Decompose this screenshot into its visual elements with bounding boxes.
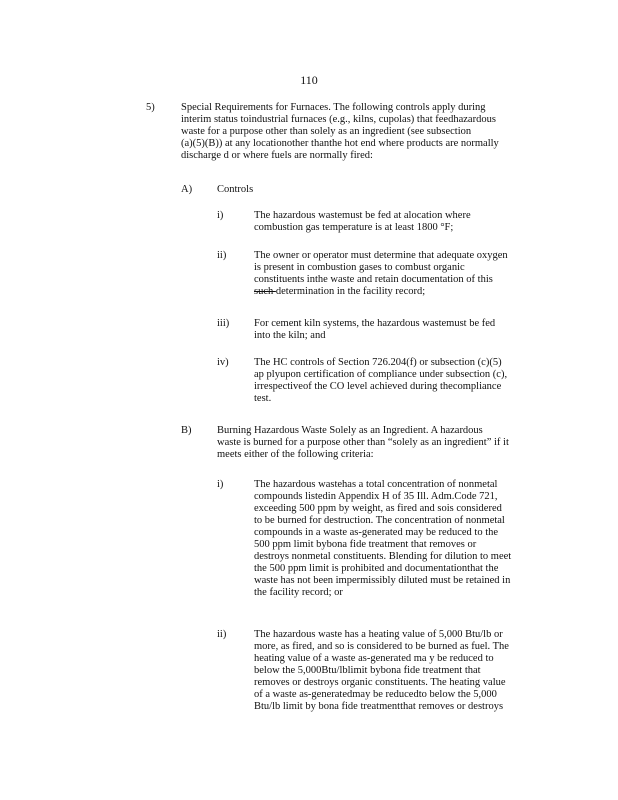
text-line: waste is burned for a purpose other than “solely as an ingredient” if it: [217, 437, 509, 448]
text-line: combustion gas temperature is at least 1800 °F;: [254, 222, 454, 233]
text-line: interim status toindustrial furnaces (e.g., kilns, cupolas) that feedhazardous: [181, 114, 496, 125]
text-line: the facility record; or: [254, 587, 343, 598]
text-line: exceeding 500 ppm by weight, as fired and sois considered: [254, 503, 502, 514]
text-line: meets either of the following criteria:: [217, 449, 374, 460]
subitem-number: iv): [217, 357, 229, 368]
text-line: The hazardous wastemust be fed at alocation where: [254, 210, 471, 221]
text-line: is present in combustion gases to combust organic: [254, 262, 465, 273]
text-line: (a)(5)(B)) at any locationother thanthe hot end where products are normally: [181, 138, 499, 149]
text-line: The owner or operator must determine that adequate oxygen: [254, 250, 508, 261]
text-line: removes or destroys organic constituents. The heating value: [254, 677, 506, 688]
text-line: waste has not been impermissibly diluted must be retained in: [254, 575, 511, 586]
subitem-text: [254, 629, 545, 713]
text-line: The HC controls of Section 726.204(f) or subsection (c)(5): [254, 357, 502, 368]
subitem-text: [254, 210, 534, 234]
item-number: 5): [146, 102, 155, 113]
item-5-text: [181, 102, 533, 162]
text-line: test.: [254, 393, 272, 404]
page-number: 110: [300, 73, 318, 87]
text-line: waste for a purpose other than solely as an ingredient (see subsection: [181, 126, 472, 137]
subitem-number: iii): [217, 318, 230, 329]
text-line: irrespectiveof the CO level achieved during thecompliance: [254, 381, 502, 392]
text-line: below the 5,000Btu/lblimit bybona fide treatment that: [254, 665, 481, 676]
subitem-number: i): [217, 210, 224, 221]
subitem-number: i): [217, 479, 224, 490]
section-label: A): [181, 184, 193, 195]
subitem-number: ii): [217, 250, 227, 261]
text-line: compounds listedin Appendix H of 35 Ill. Adm.Code 721,: [254, 491, 498, 502]
subitem-number: ii): [217, 629, 227, 640]
subitem-text: [254, 357, 534, 405]
text-line: The hazardous waste has a heating value of 5,000 Btu/lb or: [254, 629, 503, 640]
text-line: to be burned for destruction. The concentration of nonmetal: [254, 515, 505, 526]
section-label: B): [181, 425, 192, 436]
text-line: of a waste as-generatedmay be reducedto below the 5,000: [254, 689, 497, 700]
text-line: constituents inthe waste and retain documentation of this: [254, 274, 493, 285]
text-line: destroys nonmetal constituents. Blending for dilution to meet: [254, 551, 512, 562]
text-line: For cement kiln systems, the hazardous wastemust be fed: [254, 318, 496, 329]
text-line: [254, 286, 536, 298]
text-fragment: determination in the facility record;: [275, 286, 426, 297]
text-line: more, as fired, and so is considered to be burned as fuel. The: [254, 641, 509, 652]
subitem-text: [254, 318, 528, 342]
text-line: the 500 ppm limit is prohibited and documentationthat the: [254, 563, 499, 574]
subitem-text: [254, 479, 545, 599]
text-line: Special Requirements for Furnaces. The following controls apply during: [181, 102, 486, 113]
text-line: ap plyupon certification of compliance under subsection (c),: [254, 369, 508, 380]
subitem-text: [254, 250, 536, 298]
struck-text: such: [254, 286, 276, 297]
text-line: heating value of a waste as-generated ma y be reduced to: [254, 653, 494, 664]
text-line: Btu/lb limit by bona fide treatmentthat removes or destroys: [254, 701, 504, 712]
text-line: compounds in a waste as-generated may be reduced to the: [254, 527, 499, 538]
text-line: 500 ppm limit bybona fide treatment that removes or: [254, 539, 477, 550]
text-line: discharge d or where fuels are normally fired:: [181, 150, 373, 161]
text-line: The hazardous wastehas a total concentration of nonmetal: [254, 479, 498, 490]
text-line: Burning Hazardous Waste Solely as an Ingredient. A hazardous: [217, 425, 483, 436]
text-line: into the kiln; and: [254, 330, 326, 341]
section-title: Controls: [217, 184, 254, 195]
section-b-text: [217, 425, 535, 461]
